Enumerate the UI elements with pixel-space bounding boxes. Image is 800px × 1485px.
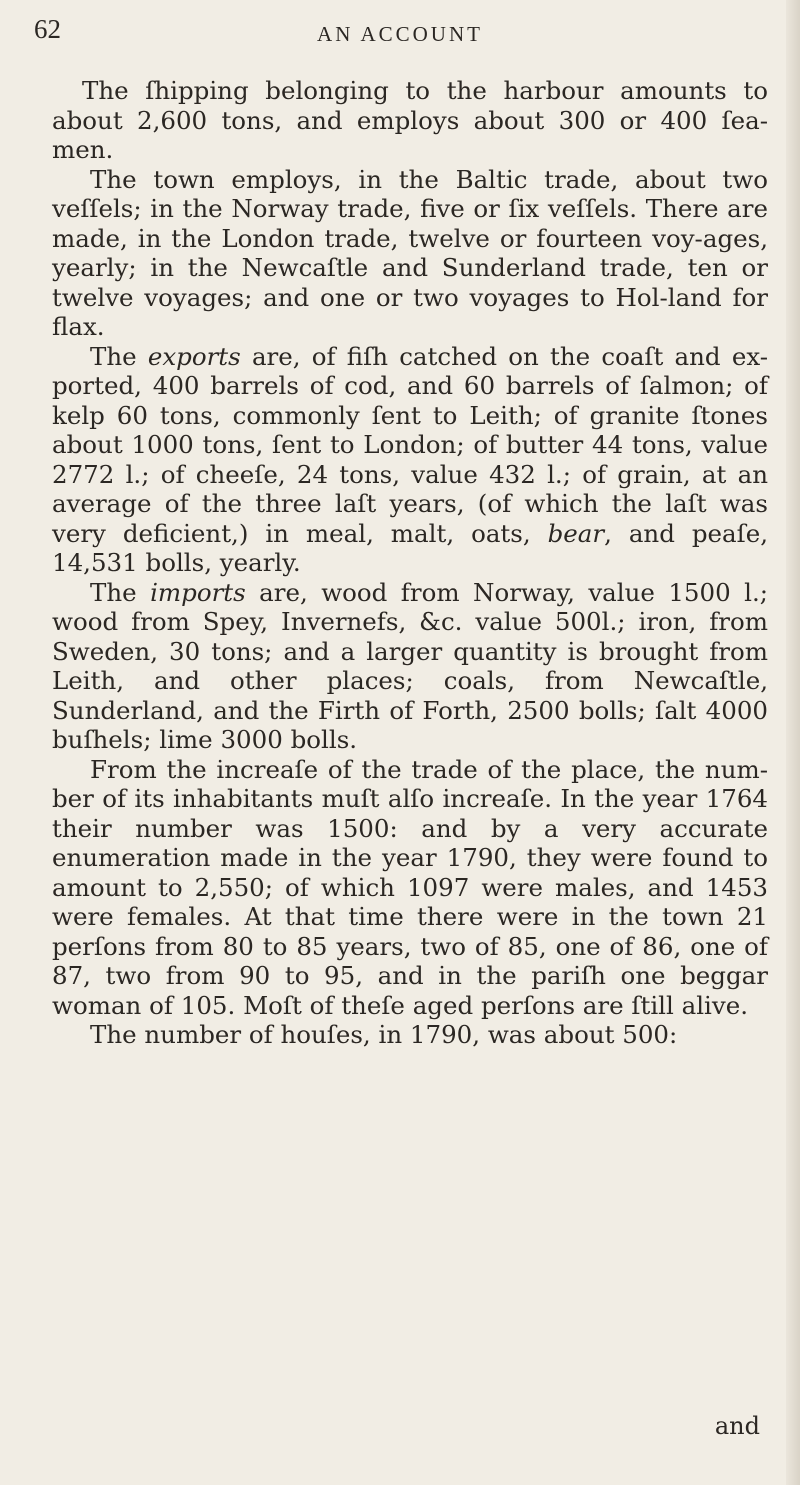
text-segment: are, of fiſh catched on the coaſt and ex-ported, 400 barrels of cod, and 60 barrels of ſalmon; of kelp 60 tons, commonly ſent to Leith; of granite ſtones about 1000 tons, ſent to London; of butter 44 tons, value 2772 l.; of cheeſe, 24 tons, value 432 l.; of grain, at an average of the three laſt years, (of which the laſt was very deficient,) in meal, malt, oats, [52, 341, 768, 548]
text-segment-italic: imports [150, 577, 246, 607]
paragraph-shipping [52, 76, 768, 165]
text-segment: are, wood from Norway, value 1500 l.; wood from Spey, Invernefs, &c. value 500l.; iron, from Sweden, 30 tons; and a larger quantity is brought from Leith, and other places; coals, from Newcaſtle, Sunderland, and the Firth of Forth, 2500 bolls; ſalt 4000 buſhels; lime 3000 bolls. [52, 577, 768, 754]
text-segment: The ſhipping belonging to the harbour amounts to about 2,600 tons, and employs about 300 or 400 ſea-men. [52, 76, 768, 164]
paragraph-houses [52, 1020, 768, 1050]
text-segment: The number of houſes, in 1790, was about 500: [90, 1020, 678, 1049]
page-number: 62 [34, 14, 61, 44]
paragraph-imports [52, 578, 768, 755]
body-text [52, 76, 768, 1050]
text-segment: The [90, 577, 151, 607]
text-segment-italic: bear [547, 518, 605, 548]
page-edge [786, 0, 800, 1485]
running-title: AN ACCOUNT [317, 22, 483, 46]
paragraph-exports [52, 342, 768, 578]
text-segment-italic: exports [147, 341, 241, 371]
paragraph-town-trade [52, 165, 768, 342]
paragraph-population [52, 755, 768, 1021]
text-segment: From the increaſe of the trade of the place, the num-ber of its inhabitants muſt alſo increaſe. In the year 1764 their number was 1500: and by a very accurate enumeration made in the year 1790, they were found to amount to 2,550; of which 1097 were males, and 1453 were females. At that time there were in the town 21 perſons from 80 to 85 years, two of 85, one of 86, one of 87, two from 90 to 95, and in the pariſh one beggar woman of 105. Moſt of theſe aged perſons are ſtill alive. [52, 754, 768, 1020]
text-segment: , and peaſe, 14,531 bolls, yearly. [52, 518, 768, 577]
text-segment: The town employs, in the Baltic trade, about two veſſels; in the Norway trade, five or ſix veſſels. There are made, in the London trade, twelve or fourteen voy-ages, yearly; in the Newcaſtle and Sunderland trade, ten or twelve voyages; and one or two voyages to Hol-land for flax. [52, 164, 768, 341]
catchword: and [714, 1412, 760, 1440]
text-segment: The [90, 341, 148, 371]
